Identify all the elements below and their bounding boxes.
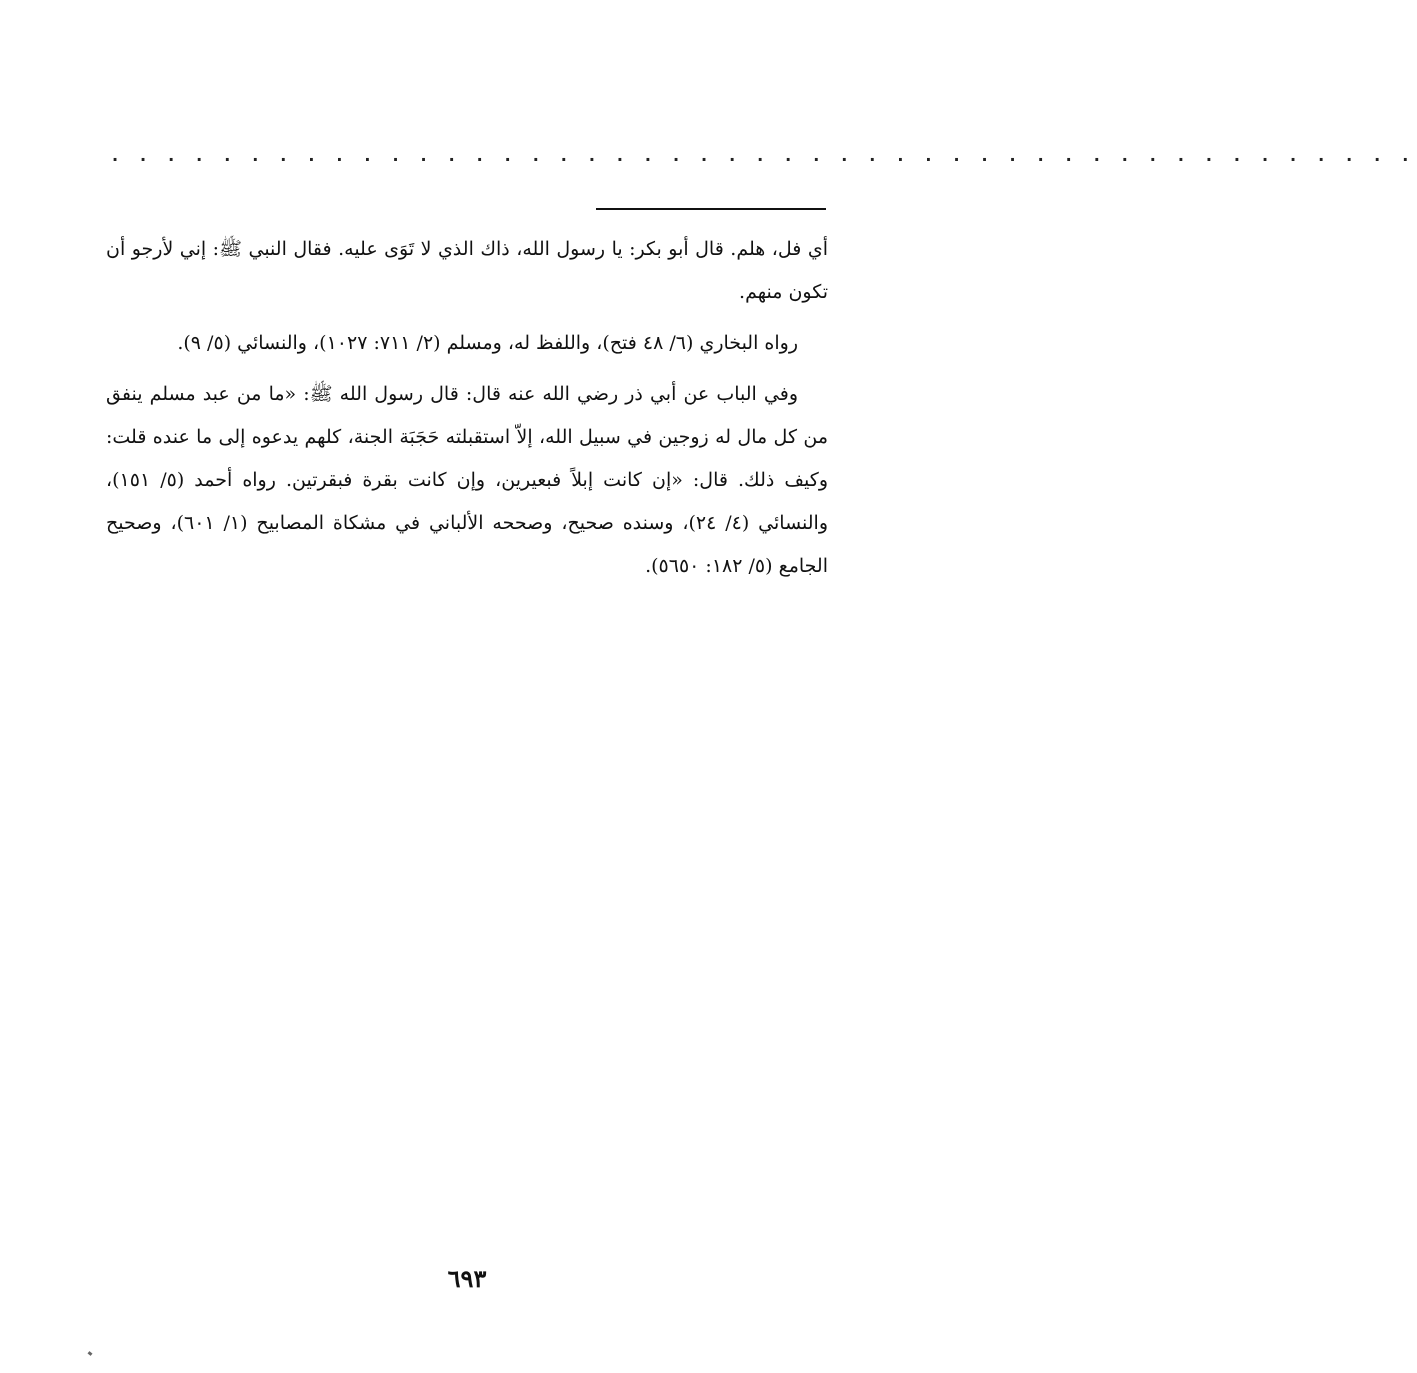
dotted-separator: . . . . . . . . . . . . . . . . . . . . . . . . . . . . . . . . . . . . . . . . . . . . . . . bbox=[112, 146, 1417, 165]
footnote-rule bbox=[596, 208, 826, 210]
page-number: ٦٩٣ bbox=[447, 1264, 487, 1293]
footnotes-block bbox=[106, 228, 828, 596]
footnote-paragraph: أي فل، هلم. قال أبو بكر: يا رسول الله، ذاك الذي لا تَوَى عليه. فقال النبي ﷺ: إني لأرجو أن تكون منهم. bbox=[106, 238, 828, 303]
footnote-paragraph: وفي الباب عن أبي ذر رضي الله عنه قال: قال رسول الله ﷺ: «ما من عبد مسلم ينفق من كل مال له زوجين في سبيل الله، إلاّ استقبلته حَجَبَة الجنة، كلهم يدعوه إلى ما عنده قلت: وكيف ذلك. قال: «إن كانت إبلاً فبعيرين، وإن كانت بقرة فبقرتين. رواه أحمد (٥/ ١٥١)، والنسائي (٤/ ٢٤)، وسنده صحيح، وصححه الألباني في مشكاة المصابيح (١/ ٦٠١)، وصحيح الجامع (٥/ ١٨٢: ٥٦٥٠). bbox=[106, 383, 828, 577]
scan-speck bbox=[88, 1351, 93, 1356]
footnote-paragraph: رواه البخاري (٦/ ٤٨ فتح)، واللفظ له، ومسلم (٢/ ٧١١: ١٠٢٧)، والنسائي (٥/ ٩). bbox=[177, 332, 798, 354]
